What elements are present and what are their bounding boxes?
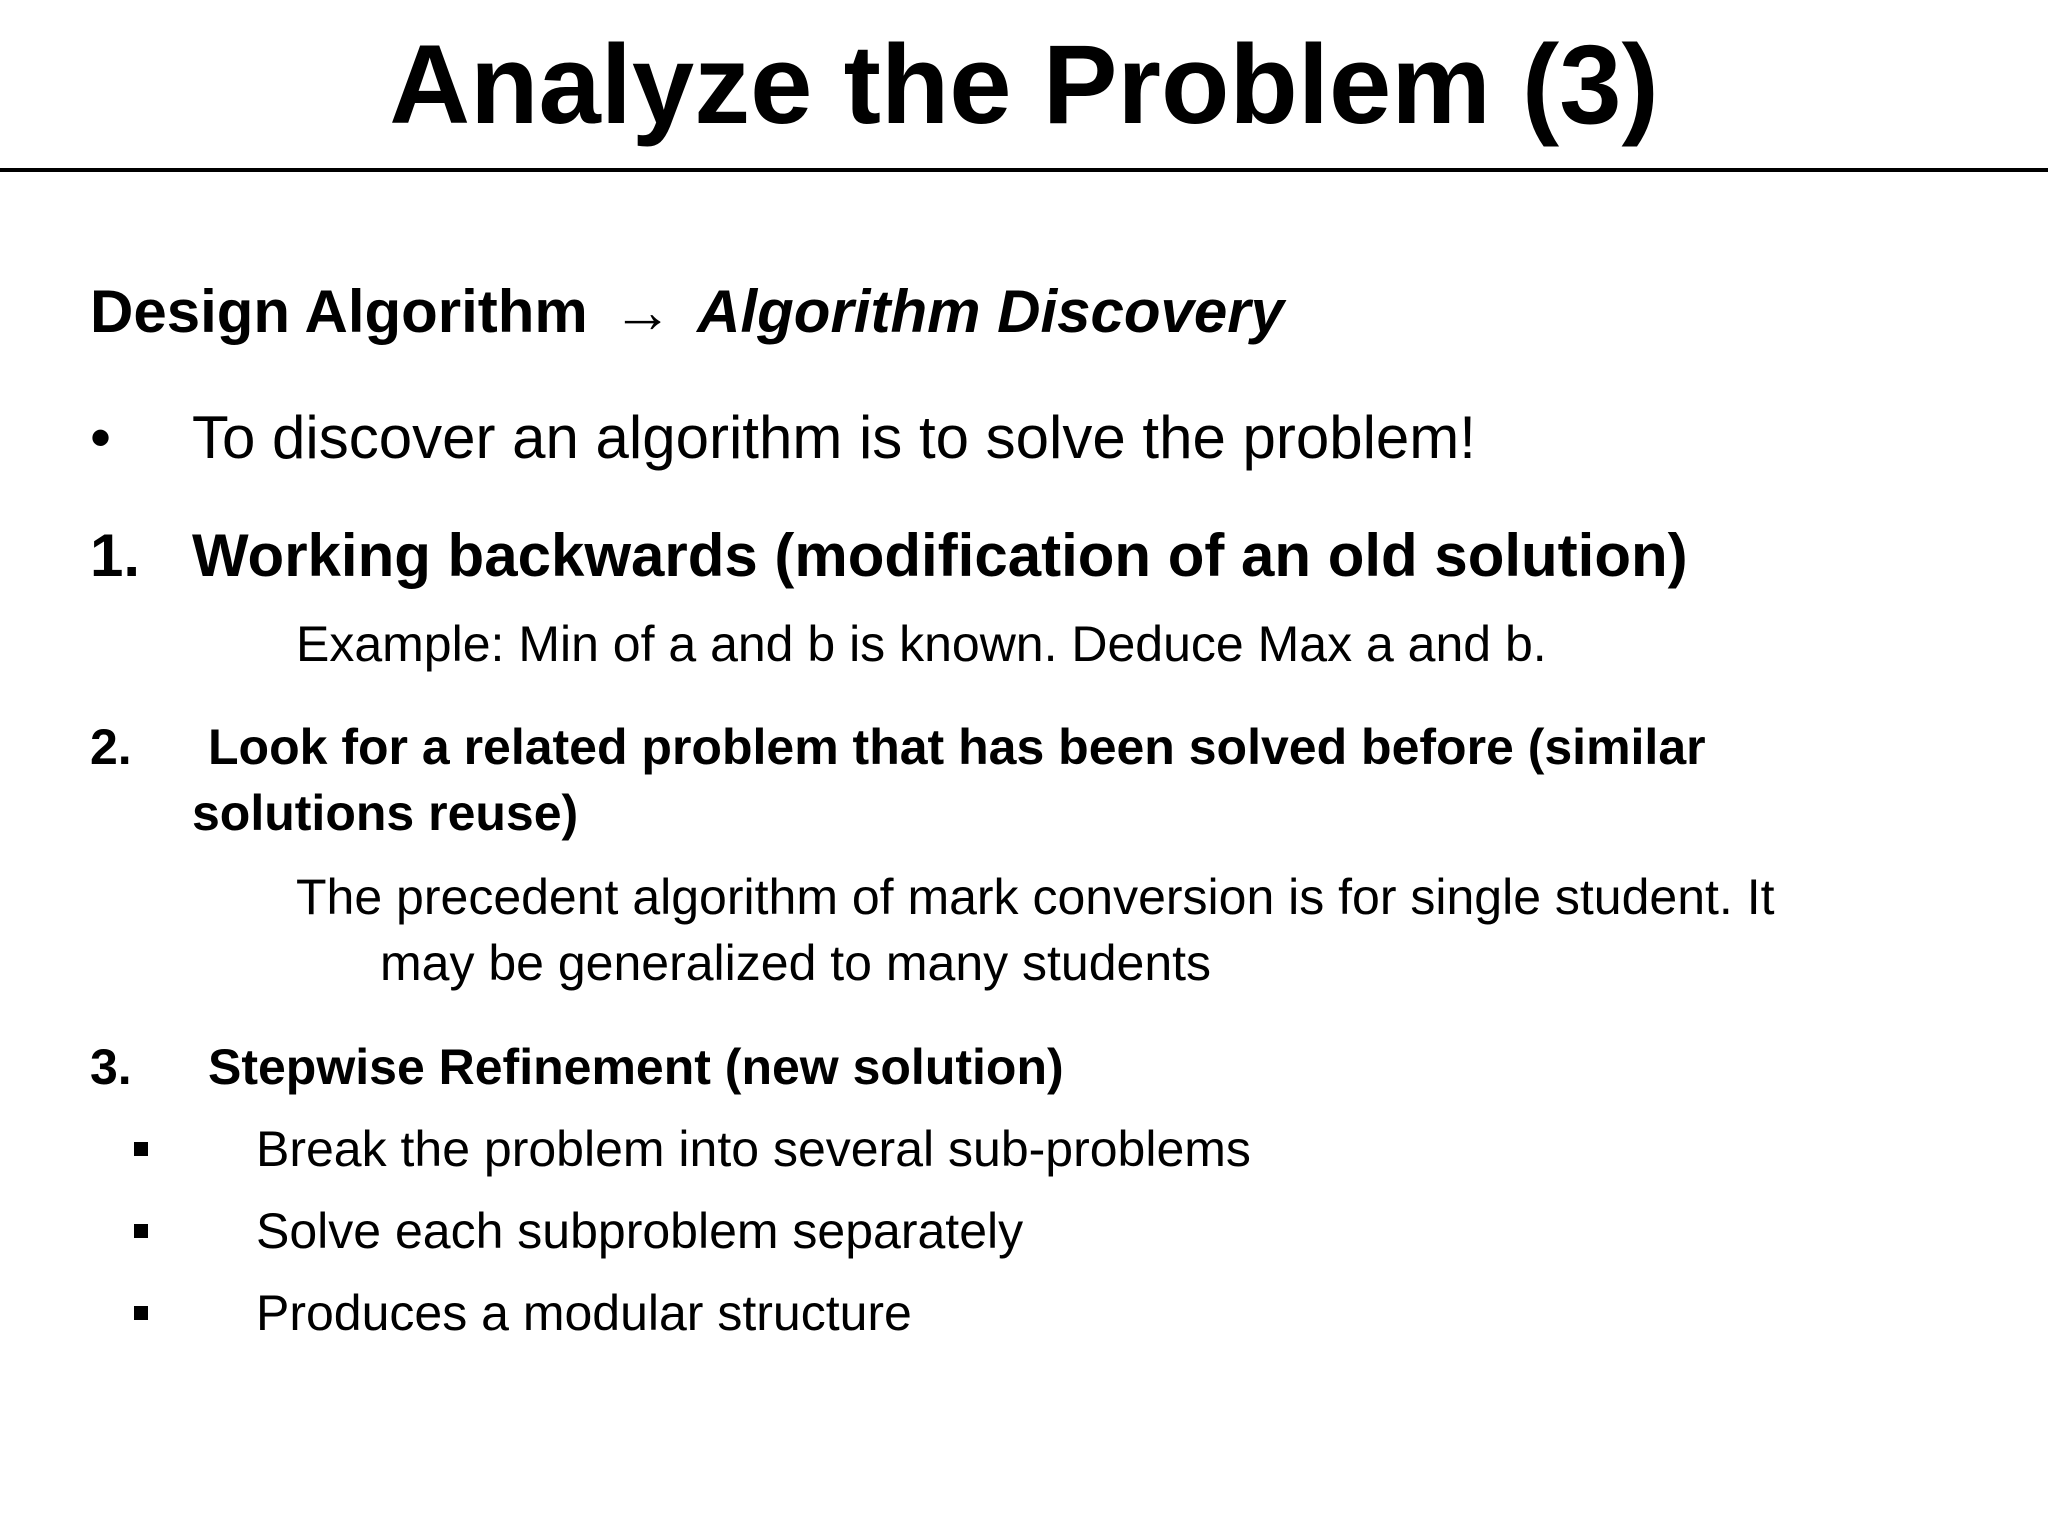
square-bullet-icon xyxy=(134,1306,148,1325)
sub-bullet-text: Break the problem into several sub-problems xyxy=(256,1121,1251,1177)
section-heading-emphasis: Algorithm Discovery xyxy=(697,278,1284,345)
step-1-heading: Working backwards (modification of an old solution) xyxy=(192,522,1688,589)
step-1-example: Example: Min of a and b is known. Deduce Max a and b. xyxy=(296,616,1547,672)
step-1-number: 1. xyxy=(90,522,141,589)
section-heading xyxy=(90,272,1284,352)
slide-title: Analyze the Problem (3) xyxy=(389,22,1659,147)
step-2-number: 2. xyxy=(90,719,132,775)
step-2-heading-line1: Look for a related problem that has been solved before (similar xyxy=(208,719,1706,775)
bullet-dot-icon: • xyxy=(90,404,112,471)
main-bullet-text: To discover an algorithm is to solve the problem! xyxy=(192,404,1476,471)
step-2-example-line2: may be generalized to many students xyxy=(380,935,1212,991)
title-divider xyxy=(0,168,2048,172)
sub-bullet-text: Solve each subproblem separately xyxy=(256,1203,1024,1259)
step-3-number: 3. xyxy=(90,1039,132,1095)
sub-bullet-text: Produces a modular structure xyxy=(256,1285,912,1341)
step-3-heading: Stepwise Refinement (new solution) xyxy=(208,1039,1064,1095)
arrow-right-icon: → xyxy=(612,278,673,345)
step-2-example-line1: The precedent algorithm of mark conversion is for single student. It xyxy=(296,869,1775,925)
square-bullet-icon xyxy=(134,1142,148,1161)
section-heading-lead: Design Algorithm xyxy=(90,278,588,345)
step-2-heading-line2: solutions reuse) xyxy=(192,785,579,841)
square-bullet-icon xyxy=(134,1224,148,1243)
